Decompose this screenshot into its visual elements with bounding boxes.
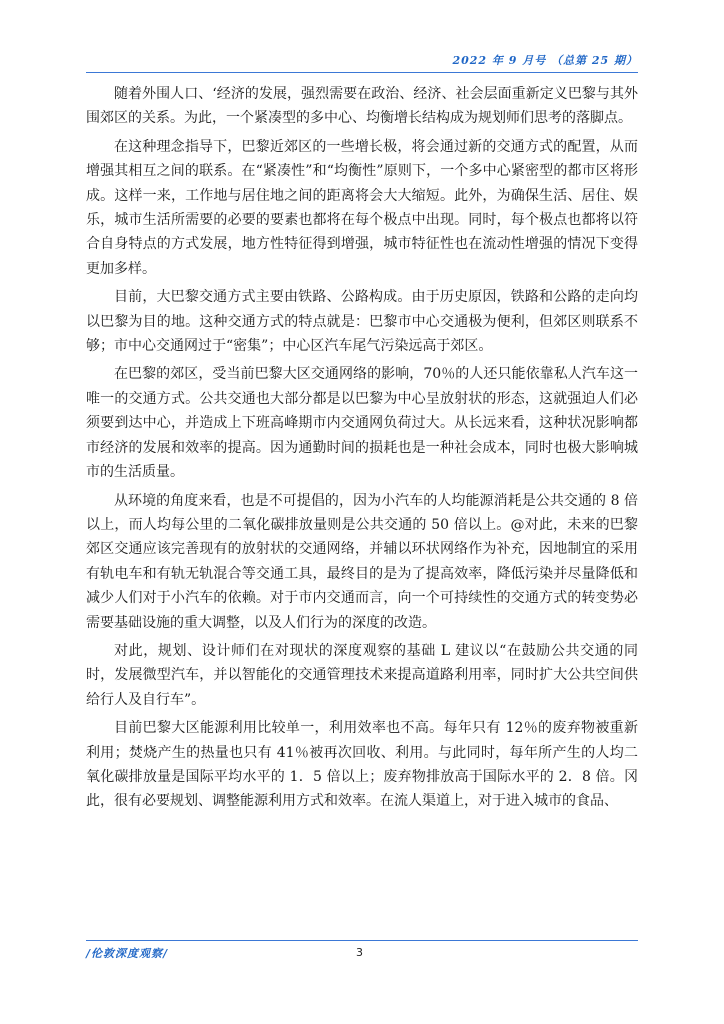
paragraph: 目前，大巴黎交通方式主要由铁路、公路构成。由于历史原因，铁路和公路的走向均以巴黎为目的地。这种交通方式的特点就是：巴黎市中心交通极为便利，但郊区则联系不够；市中心交通网过于“密集”；中心区汽车尾气污染远高于郊区。 xyxy=(86,289,638,355)
header-divider xyxy=(86,72,638,73)
publication-name: /伦敦深度观察/ xyxy=(86,947,169,960)
paragraph: 目前巴黎大区能源利用比较单一，利用效率也不高。每年只有 12％的废弃物被重新利用；焚烧产生的热量也只有 41％被再次回收、利用。与此同时，每年所产生的人均二氧化碳排放量是国际平均水平的 1．5 倍以上；废弃物排放高于国际水平的 2．8 倍。冈此，很有必要规划、调整能源利用方式和效率。在流人渠道上，对于进入城市的食品、 xyxy=(86,720,638,810)
paragraph: 在这种理念指导下，巴黎近郊区的一些增长极，将会通过新的交通方式的配置，从而增强其相互之间的联系。在“紧凑性”和“均衡性”原则下，一个多中心紧密型的都市区将形成。这样一来，工作地与居住地之间的距离将会大大缩短。此外，为确保生活、居住、娱乐，城市生活所需要的必要的要素也都将在每个极点中出现。同时，每个极点也都将以符合自身特点的方式发展，地方性特征得到增强，城市特征性也在流动性增强的情况下变得更加多样。 xyxy=(86,138,638,277)
paragraph: 对此，规划、设计师们在对现状的深度观察的基础 L 建议以“在鼓励公共交通的同时，发展微型汽车，并以智能化的交通管理技术来提高道路利用率，同时扩大公共空间供给行人及自行车”。 xyxy=(86,642,638,708)
paragraph: 随着外围人口、‘经济的发展，强烈需要在政治、经济、社会层面重新定义巴黎与其外围郊区的关系。为此，一个紧凑型的多中心、均衡增长结构成为规划师们思考的落脚点。 xyxy=(86,86,638,127)
page-number: 3 xyxy=(356,946,363,959)
paragraph: 在巴黎的郊区，受当前巴黎大区交通网络的影响，70％的人还只能依靠私人汽车这一唯一的交通方式。公共交通也大部分都是以巴黎为中心呈放射状的形态，这就强迫人们必须要到达中心，并造成上下班高峰期市内交通网负荷过大。从长远来看，这种状况影响都市经济的发展和效率的提高。因为通勤时间的损耗也是一种社会成本，同时也极大影响城市的生活质量。 xyxy=(86,366,638,481)
footer-divider xyxy=(86,940,638,941)
issue-header: 2022 年 9 月号 （总第 25 期） xyxy=(452,54,638,67)
article-body xyxy=(86,82,638,818)
paragraph: 从环境的角度来看，也是不可提倡的，因为小汽车的人均能源消耗是公共交通的 8 倍以上，而人均每公里的二氧化碳排放量则是公共交通的 50 倍以上。@对此，未来的巴黎郊区交通应该完善现有的放射状的交通网络，并辅以环状网络作为补充，因地制宜的采用有轨电车和有轨无轨混合等交通工具，最终目的是为了提高效率，降低污染并尽量降低和减少人们对于小汽车的依赖。对于市内交通而言，向一个可持续性的交通方式的转变势必需要基础设施的重大调整，以及人们行为的深度的改造。 xyxy=(86,492,638,631)
